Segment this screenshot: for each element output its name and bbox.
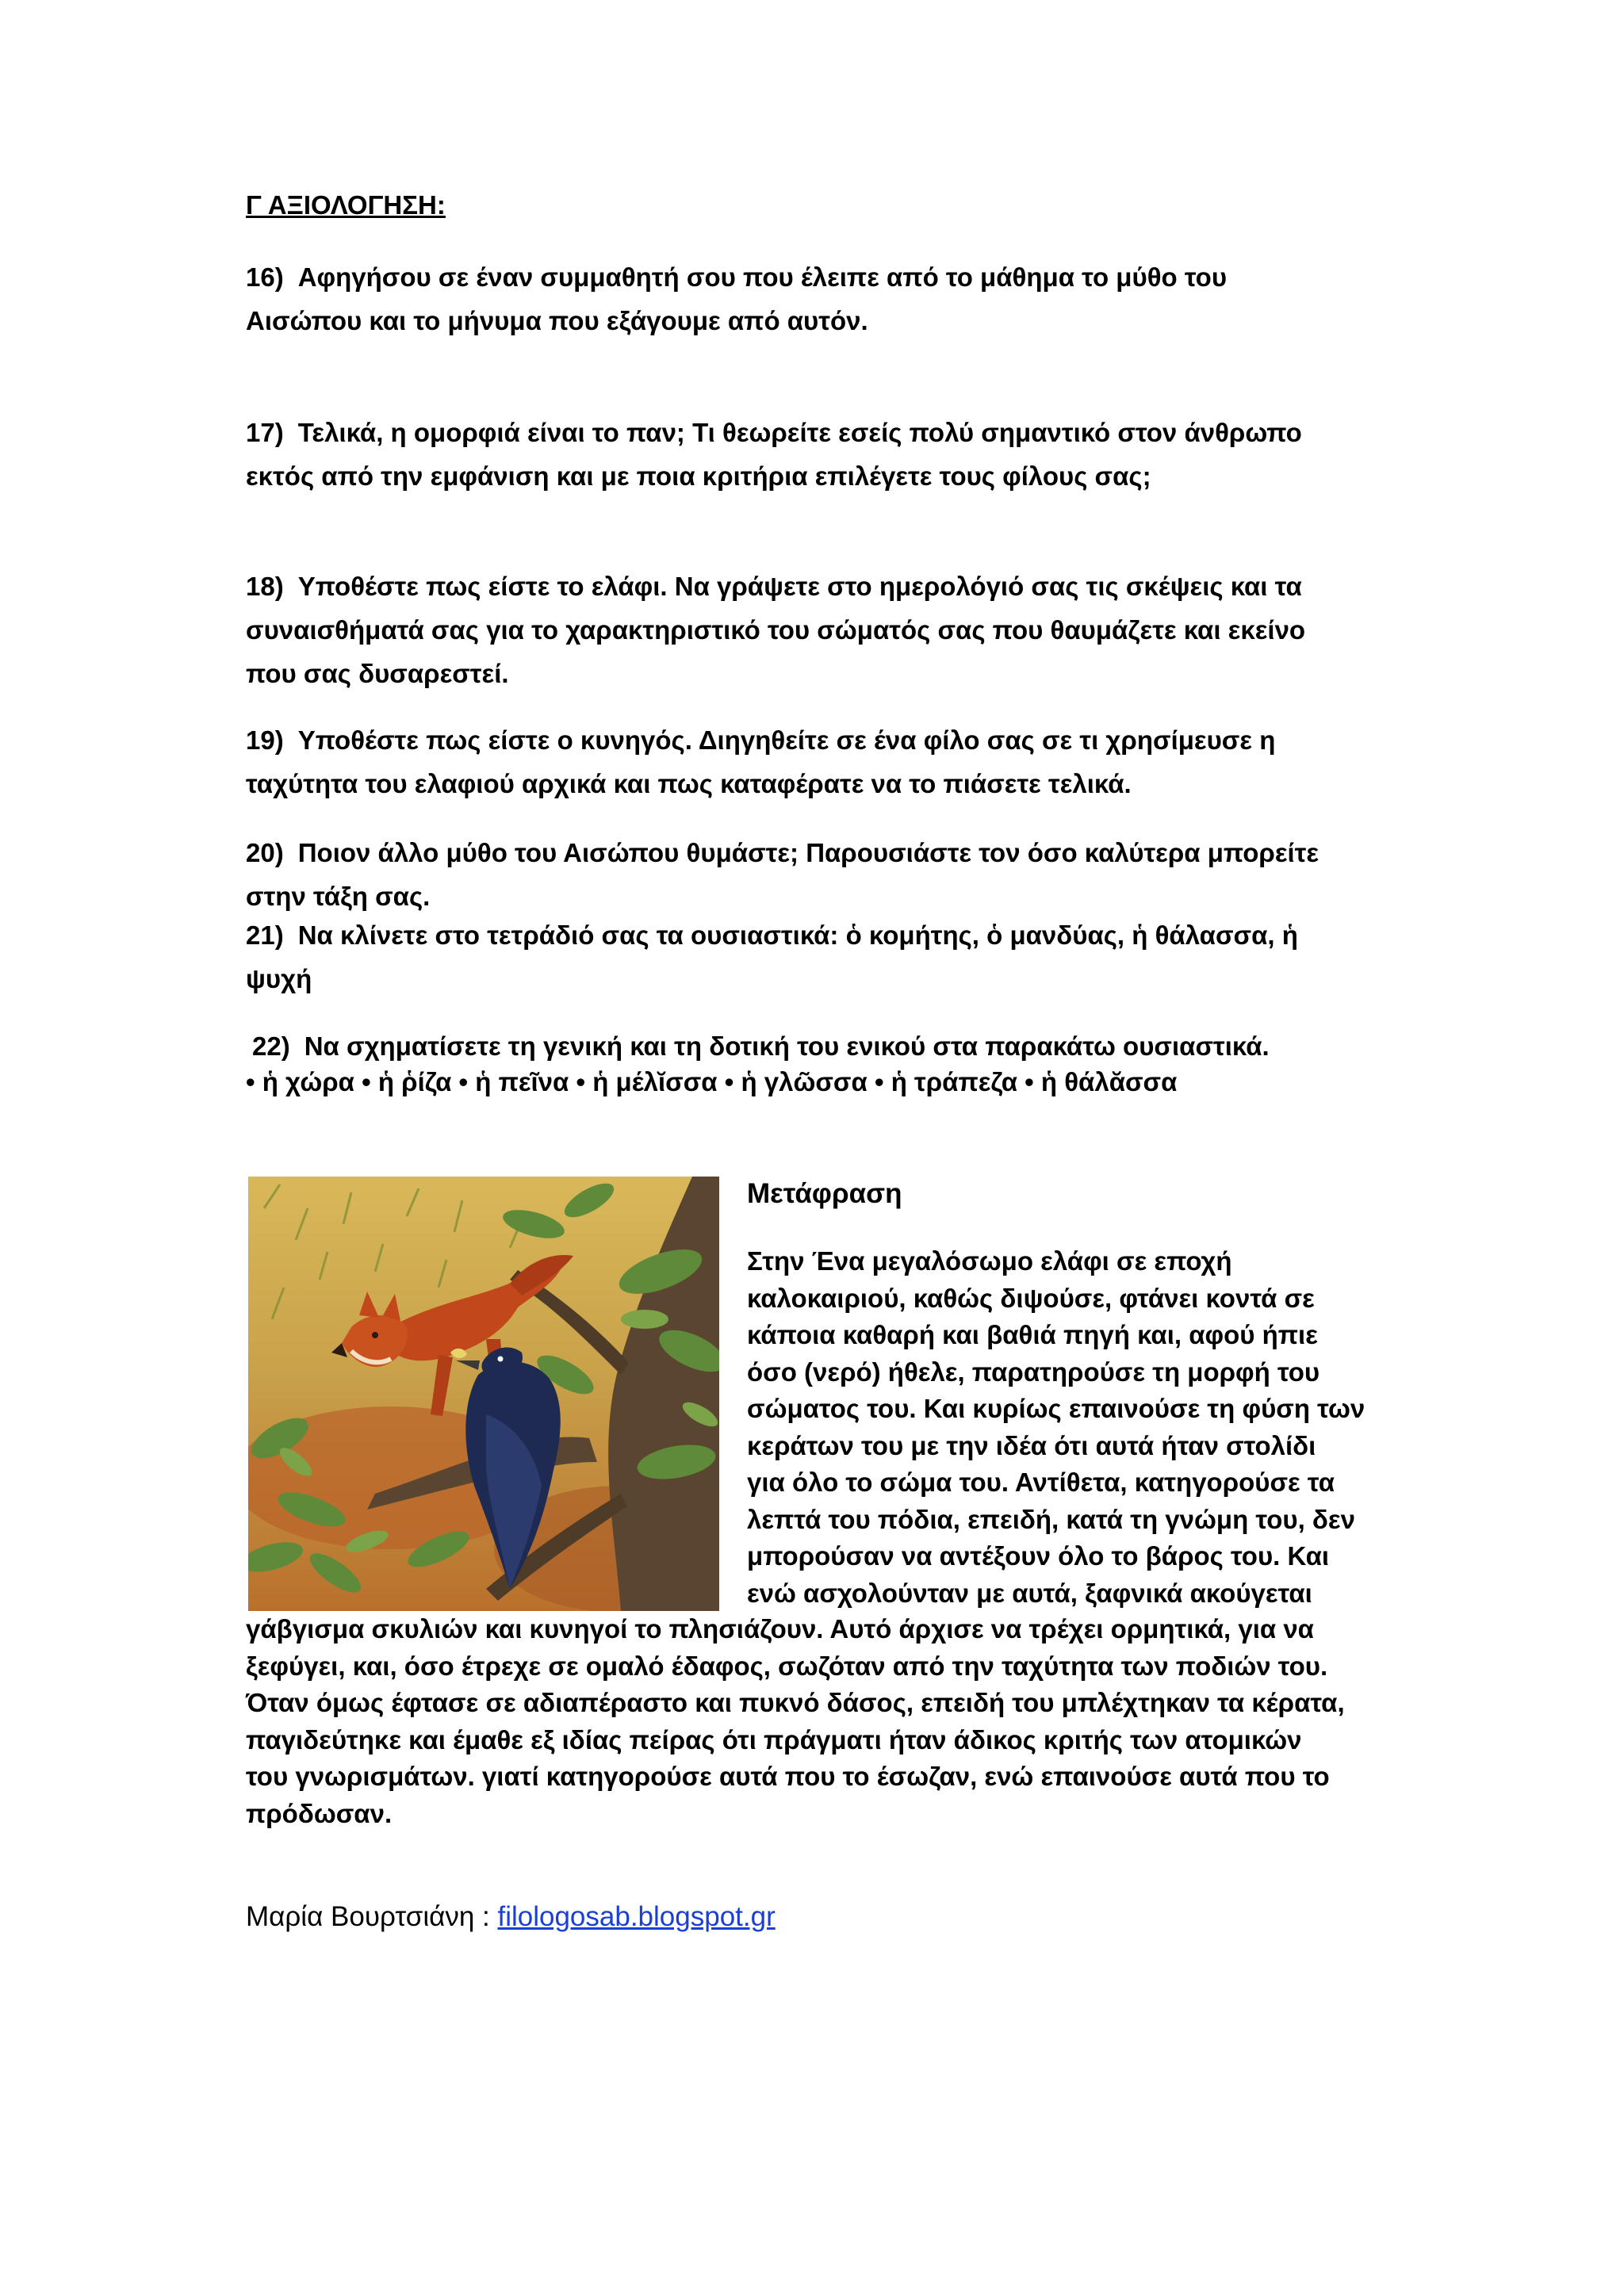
noun-list: • ἡ χώρα • ἡ ῥίζα • ἡ πεῖνα • ἡ μέλῐσσα • ἡ γλῶσσα • ἡ τράπεζα • ἡ θάλᾰσσα	[246, 1067, 1178, 1096]
question-line: συναισθήματά σας για το χαρακτηριστικό του σώματός σας που θαυμάζετε και εκείνο	[246, 615, 1306, 645]
translation-line: κεράτων του με την ιδέα ότι αυτά ήταν στολίδι	[747, 1430, 1316, 1460]
question-number: 18)	[246, 572, 284, 601]
question-number: 19)	[246, 725, 284, 755]
translation-title: Μετάφραση	[747, 1178, 902, 1209]
translation-line: γάβγισμα σκυλιών και κυνηγοί το πλησιάζουν. Αυτό άρχισε να τρέχει ορμητικά, για να	[246, 1614, 1314, 1644]
question-line: Υποθέστε πως είστε ο κυνηγός. Διηγηθείτε σε ένα φίλο σας σε τι χρησίμευσε η	[297, 725, 1276, 755]
author-credit	[246, 1901, 776, 1933]
question-line: ψυχή	[246, 964, 312, 993]
fox-crow-picture	[248, 1177, 719, 1611]
translation-line: καλοκαιριού, καθώς διψούσε, φτάνει κοντά σε	[747, 1283, 1315, 1313]
question-line: στην τάξη σας.	[246, 882, 431, 911]
question-line: ταχύτητα του ελαφιού αρχικά και πως καταφέρατε να το πιάσετε τελικά.	[246, 769, 1132, 798]
question-line: Αφηγήσου σε έναν συμμαθητή σου που έλειπε από το μάθημα το μύθο του	[297, 262, 1228, 292]
translation-line: για όλο το σώμα του. Αντίθετα, κατηγορούσε τα	[747, 1468, 1335, 1497]
translation-line: σώματος του. Και κυρίως επαινούσε τη φύση των	[747, 1394, 1365, 1423]
author-name: Μαρία Βουρτσιάνη :	[246, 1901, 498, 1932]
question-number: 17)	[246, 418, 284, 447]
question-number: 20)	[246, 838, 284, 867]
question-line: που σας δυσαρεστεί.	[246, 659, 509, 688]
translation-line: Όταν όμως έφτασε σε αδιαπέραστο και πυκνό δάσος, επειδή του μπλέχτηκαν τα κέρατα,	[246, 1688, 1345, 1717]
question-line: Να σχηματίσετε τη γενική και τη δοτική του ενικού στα παρακάτω ουσιαστικά.	[304, 1031, 1270, 1061]
question-21	[246, 913, 1388, 1001]
translation-line: ενώ ασχολούνταν με αυτά, ξαφνικά ακούγεται	[747, 1578, 1312, 1608]
translation-text-beside-image	[747, 1243, 1397, 1612]
translation-line: κάποια καθαρή και βαθιά πηγή και, αφού ήπιε	[747, 1320, 1318, 1349]
question-line: Ποιον άλλο μύθο του Αισώπου θυμάστε; Παρουσιάστε τον όσο καλύτερα μπορείτε	[297, 838, 1320, 867]
question-number: 22)	[252, 1031, 290, 1061]
translation-text-full-width	[246, 1611, 1388, 1832]
question-line: Τελικά, η ομορφιά είναι το παν; Τι θεωρείτε εσείς πολύ σημαντικό στον άνθρωπο	[297, 418, 1302, 447]
question-line: Υποθέστε πως είστε το ελάφι. Να γράψετε στο ημερολόγιό σας τις σκέψεις και τα	[297, 572, 1302, 601]
question-19	[246, 718, 1388, 806]
translation-line: μπορούσαν να αντέξουν όλο το βάρος του. Και	[747, 1541, 1330, 1571]
question-line: Αισώπου και το μήνυμα που εξάγουμε από αυτόν.	[246, 306, 868, 335]
question-22	[246, 1024, 1394, 1104]
question-line: εκτός από την εμφάνιση και με ποια κριτήρια επιλέγετε τους φίλους σας;	[246, 461, 1151, 491]
question-16	[246, 255, 1388, 342]
translation-line: όσο (νερό) ήθελε, παρατηρούσε τη μορφή του	[747, 1357, 1320, 1387]
question-18	[246, 564, 1388, 695]
translation-line: λεπτά του πόδια, επειδή, κατά τη γνώμη του, δεν	[747, 1504, 1355, 1534]
question-20	[246, 831, 1388, 918]
question-line: Να κλίνετε στο τετράδιό σας τα ουσιαστικά: ὁ κομήτης, ὁ μανδύας, ἡ θάλασσα, ἡ	[297, 920, 1298, 950]
fable-illustration	[248, 1177, 719, 1611]
question-number: 21)	[246, 920, 284, 950]
question-number: 16)	[246, 262, 284, 292]
blog-link[interactable]: filologosab.blogspot.gr	[497, 1901, 776, 1932]
translation-line: Στην Ένα μεγαλόσωμο ελάφι σε εποχή	[747, 1246, 1232, 1276]
translation-line: του γνωρισμάτων. γιατί κατηγορούσε αυτά που το έσωζαν, ενώ επαινούσε αυτά που το	[246, 1762, 1330, 1791]
section-heading: Γ ΑΞΙΟΛΟΓΗΣΗ:	[246, 190, 446, 220]
translation-line: παγιδεύτηκε και έμαθε εξ ιδίας πείρας ότι πράγματι ήταν άδικος κριτής των ατομικών	[246, 1724, 1302, 1755]
translation-line: πρόδωσαν.	[246, 1798, 393, 1828]
translation-line: ξεφύγει, και, όσο έτρεχε σε ομαλό έδαφος, σωζόταν από την ταχύτητα των ποδιών του.	[246, 1651, 1328, 1681]
question-17	[246, 411, 1388, 498]
